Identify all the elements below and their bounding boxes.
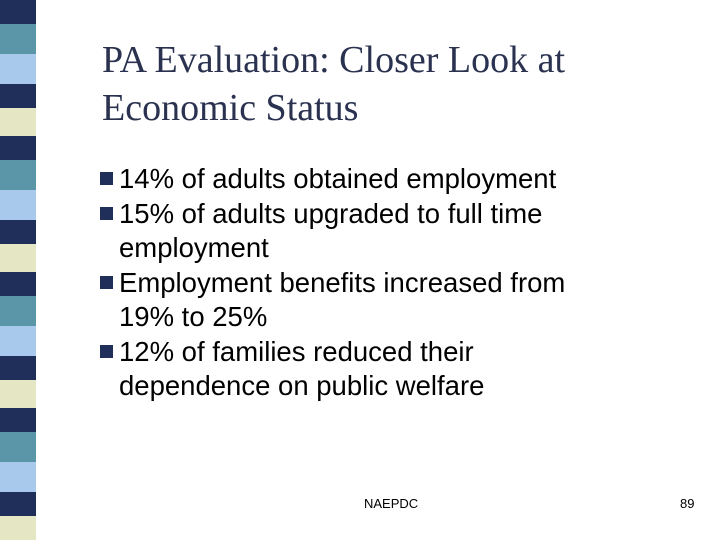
slide-title xyxy=(102,36,702,132)
stripe-segment xyxy=(0,516,36,540)
bullet-line: 15% of adults upgraded to full time xyxy=(119,197,543,229)
bullet-line: 14% of adults obtained employment xyxy=(119,163,557,194)
bullet-item xyxy=(100,197,700,266)
stripe-segment xyxy=(0,296,36,326)
stripe-segment xyxy=(0,326,36,356)
square-bullet-icon xyxy=(100,276,113,289)
square-bullet-icon xyxy=(100,207,113,220)
stripe-segment xyxy=(0,220,36,244)
decorative-stripe xyxy=(0,0,36,540)
bullet-line: Employment benefits increased from xyxy=(119,266,566,298)
stripe-segment xyxy=(0,408,36,432)
bullet-line: 19% to 25% xyxy=(119,301,268,332)
stripe-segment xyxy=(0,244,36,272)
stripe-segment xyxy=(0,84,36,108)
title-line: PA Evaluation: Closer Look at xyxy=(102,39,566,81)
stripe-segment xyxy=(0,432,36,462)
page-number: 89 xyxy=(680,496,695,511)
bullet-list xyxy=(100,162,700,404)
stripe-segment xyxy=(0,380,36,408)
square-bullet-icon xyxy=(100,172,113,185)
stripe-segment xyxy=(0,0,36,24)
stripe-segment xyxy=(0,492,36,516)
square-bullet-icon xyxy=(100,345,113,358)
title-line: Economic Status xyxy=(102,87,359,129)
bullet-line: 12% of families reduced their xyxy=(119,335,474,367)
bullet-line: employment xyxy=(119,232,269,263)
stripe-segment xyxy=(0,160,36,190)
stripe-segment xyxy=(0,462,36,492)
stripe-segment xyxy=(0,190,36,220)
bullet-item xyxy=(100,162,700,197)
stripe-segment xyxy=(0,108,36,136)
bullet-item xyxy=(100,335,700,404)
stripe-segment xyxy=(0,24,36,54)
footer-organization: NAEPDC xyxy=(364,496,419,511)
stripe-segment xyxy=(0,54,36,84)
stripe-segment xyxy=(0,272,36,296)
bullet-item xyxy=(100,266,700,335)
stripe-segment xyxy=(0,356,36,380)
bullet-line: dependence on public welfare xyxy=(119,370,485,401)
stripe-segment xyxy=(0,136,36,160)
